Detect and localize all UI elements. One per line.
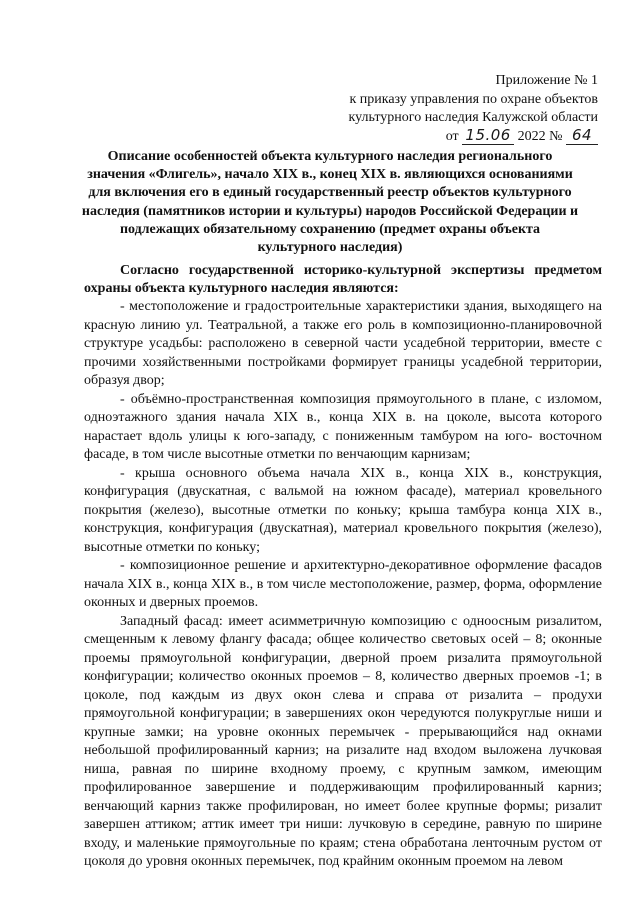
title-line: культурного наследия) [257, 240, 403, 256]
date-year: 2022 № [517, 128, 563, 144]
document-body [84, 298, 602, 872]
appendix-label: Приложение № 1 [495, 73, 598, 88]
paragraph-roof: - крыша основного объема начала XIX в., конца XIX в., конструкция, конфигурация (двускатная, с вальмой на южном фасаде), материал кровельного покрытия (железо), высотные отметки по коньку; крыша тамбура конца XIX в., конструкция, конфигурация (двускатная), материал кровельного покрытия (железо), высотные отметки по коньку; [84, 465, 602, 555]
order-reference: к приказу управления по охране объектов [349, 91, 598, 107]
intro-statement: Согласно государственной историко-культурной экспертизы предметом охраны объекта культурного наследия являются: [84, 263, 602, 296]
document-title [60, 148, 600, 257]
paragraph-location: - местоположение и градостроительные характеристики здания, выходящего на красную линию ул. Театральной, а также его роль в композиционно-планировочной структуре усадьбы: расположено в северной части усадебной территории, вместе с прочими хозяйственными постройками формирует границы усадебной территории, образуя двор; [84, 299, 602, 388]
paragraph-west-facade: Западный фасад: имеет асимметричную композицию с одноосным ризалитом, смещенным к левому флангу фасада; общее количество световых осей – 8; оконные проемы прямоугольной конфигурации, дверной проем ризалита прямоугольной конфигурации; количество оконных проемов – 8, количество дверных проемов -1; в цоколе, под каждым из двух окон слева и справа от ризалита – продухи прямоугольной конфигурации; в завершениях окон чередуются полукруглые ниши и крупные замки; на уровне оконных перемычек - прерывающийся над окнами небольшой профилированный карниз; на ризалите над входом выложена лучковая ниша, равная по ширине входному проему, с крупным замком, имеющим профилированное завершение и поддерживающим профилированный карниз; венчающий карниз также профилирован, но имеет более крупные формы; ризалит завершен аттиком; аттик имеет три ниши: лучковую в середине, равную по ширине входу, и маленькие прямоугольные по краям; стена обработана ленточным рустом от цоколя до уровня оконных перемычек, под крайним оконным проемом на левом [84, 613, 602, 869]
paragraph-volume-composition: - объёмно-пространственная композиция прямоугольного в плане, с изломом, одноэтажного здания начала XIX в., конца XIX в. на цоколе, высота которого нарастает вдоль улицы к юго-западу, с пониженным тамбуром на юго- восточном фасаде, в том числе высотные отметки по венчающим карнизам; [84, 391, 602, 462]
authority-name: культурного наследия Калужской области [348, 110, 598, 125]
handwritten-order-number: 64 [571, 125, 593, 144]
paragraph-facades: - композиционное решение и архитектурно-декоративное оформление фасадов начала XIX в., конца XIX в., в том числе местоположение, размер, форма, оформление оконных и дверных проемов. [84, 558, 602, 610]
title-line: для включения его в единый государственный реестр объектов культурного [88, 185, 572, 201]
title-line: подлежащих обязательному сохранению (предмет охраны объекта [119, 221, 541, 237]
title-line: наследия (памятников истории и культуры) народов Российской Федерации и [81, 203, 579, 219]
date-day-field [462, 125, 514, 145]
handwritten-date: 15.06 [465, 125, 511, 144]
title-line: значения «Флигель», начало XIX в., конец XIX в. являющихся основаниями [87, 167, 573, 183]
date-prefix: от [445, 128, 459, 144]
title-line: Описание особенностей объекта культурного наследия регионального [107, 149, 553, 164]
order-number-field [566, 125, 598, 145]
appendix-header [318, 72, 598, 146]
order-date-line [318, 125, 598, 147]
